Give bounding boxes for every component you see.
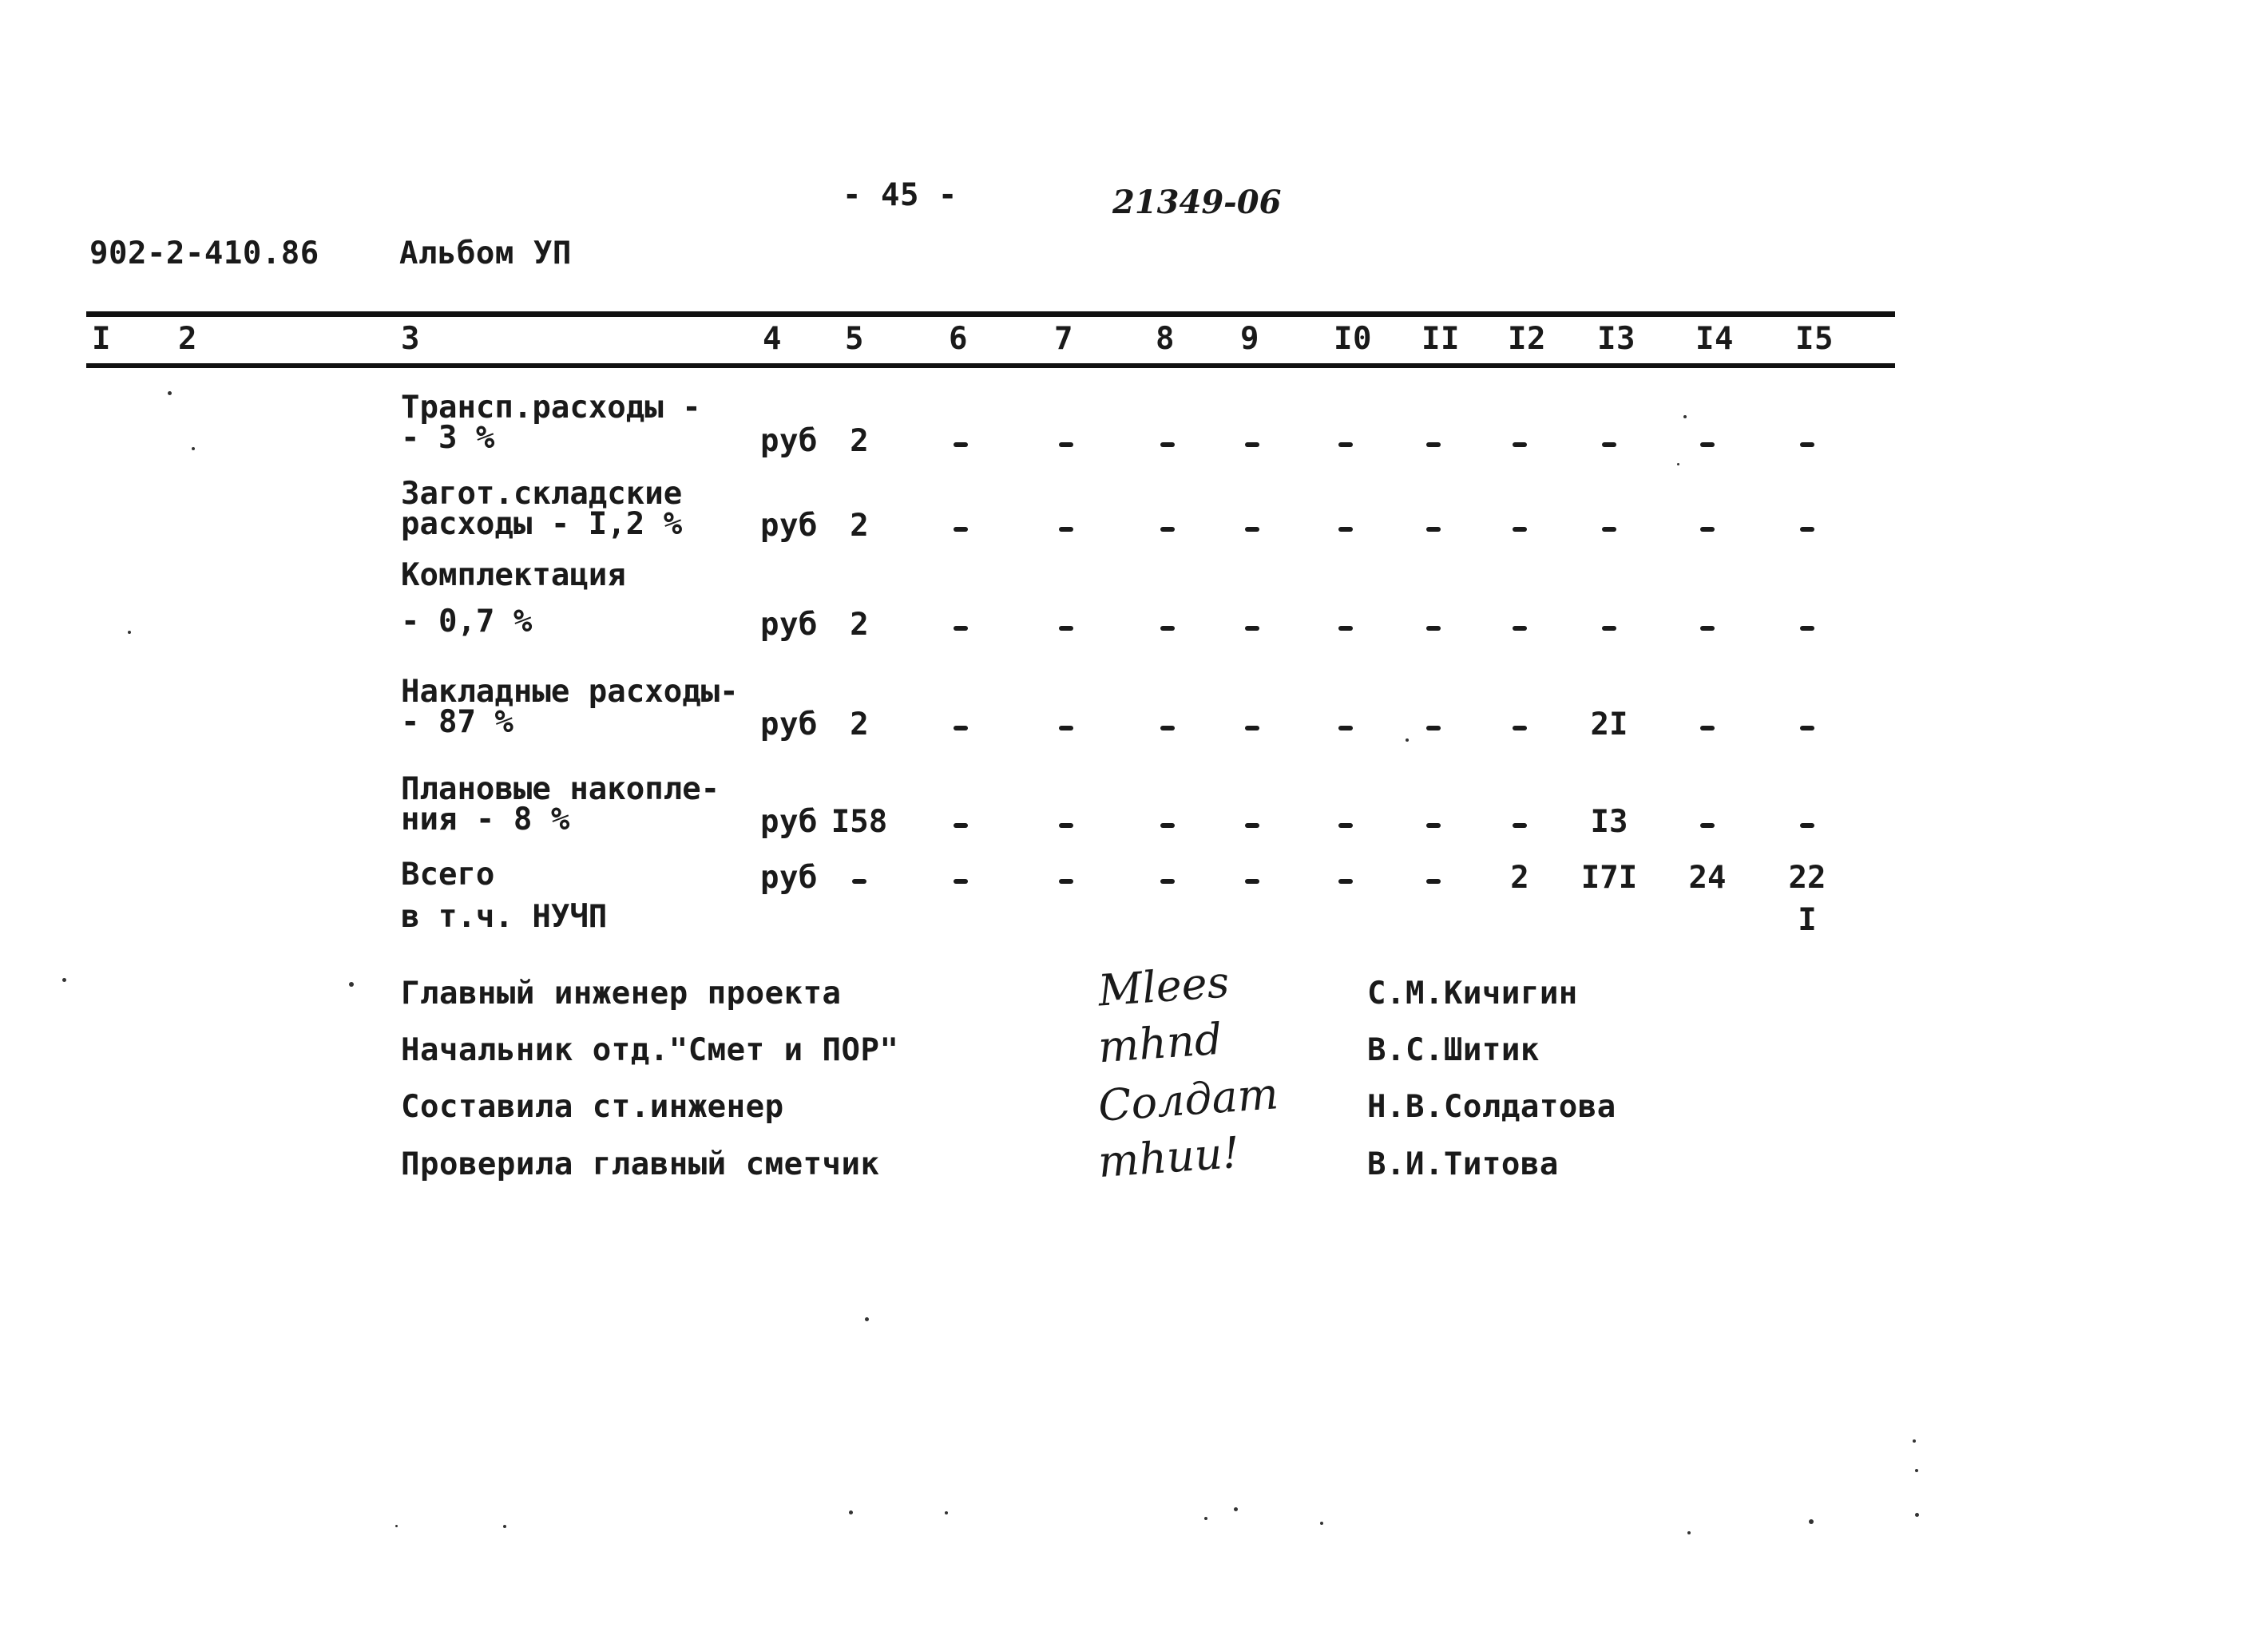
dash-mark: [1513, 823, 1527, 828]
scan-speck: [1809, 1519, 1814, 1524]
table-top-rule: [86, 311, 1895, 317]
dash-mark: [1426, 442, 1441, 447]
scan-speck: [1677, 463, 1679, 465]
unit-cell: руб: [760, 804, 818, 840]
signature-role: Начальник отд."Смет и ПОР": [401, 1032, 899, 1068]
signature-role: Главный инженер проекта: [401, 976, 842, 1012]
scan-speck: [1406, 738, 1409, 742]
row-description: - 3 %: [401, 420, 495, 456]
table-header-bottom-rule: [86, 363, 1895, 368]
dash-mark: [1338, 879, 1353, 884]
dash-mark: [1059, 442, 1073, 447]
dash-mark: [1160, 879, 1175, 884]
scan-speck: [1320, 1522, 1323, 1525]
dash-mark: [1513, 527, 1527, 532]
column-number: I: [92, 321, 111, 357]
value-cell: 2I: [1590, 707, 1628, 742]
unit-cell: руб: [760, 508, 818, 544]
column-number: I5: [1795, 321, 1834, 357]
column-number: 2: [178, 321, 197, 357]
signatory-name: Н.В.Солдатова: [1367, 1089, 1616, 1125]
dash-mark: [1160, 527, 1175, 532]
value-cell: 2: [850, 423, 869, 459]
dash-mark: [1602, 442, 1616, 447]
value-cell: I: [1798, 902, 1817, 938]
column-number: 7: [1054, 321, 1073, 357]
scan-speck: [503, 1525, 506, 1528]
dash-mark: [954, 442, 968, 447]
scan-speck: [1687, 1531, 1691, 1534]
dash-mark: [954, 823, 968, 828]
dash-mark: [1245, 442, 1259, 447]
doc-code-handwritten: 21349-06: [1112, 184, 1282, 221]
dash-mark: [1800, 442, 1814, 447]
dash-mark: [1160, 823, 1175, 828]
column-number: I4: [1695, 321, 1734, 357]
dash-mark: [1426, 626, 1441, 631]
value-cell: 2: [850, 707, 869, 742]
column-number: 6: [949, 321, 968, 357]
scan-speck: [1913, 1439, 1916, 1443]
dash-mark: [1245, 823, 1259, 828]
row-description: в т.ч. НУЧП: [401, 899, 608, 935]
scan-speck: [395, 1525, 398, 1527]
column-number: 9: [1240, 321, 1259, 357]
dash-mark: [1800, 823, 1814, 828]
signatory-name: В.С.Шитик: [1367, 1032, 1540, 1068]
column-number: I0: [1334, 321, 1372, 357]
handwritten-signature: mhnd: [1096, 1013, 1224, 1073]
value-cell: 2: [1510, 860, 1529, 896]
scan-speck: [1204, 1517, 1207, 1520]
dash-mark: [1513, 442, 1527, 447]
dash-mark: [1059, 879, 1073, 884]
signatory-name: С.М.Кичигин: [1367, 976, 1578, 1012]
dash-mark: [1800, 527, 1814, 532]
scan-speck: [1683, 415, 1687, 418]
column-number: 5: [845, 321, 864, 357]
dash-mark: [1245, 879, 1259, 884]
row-description: Накладные расходы-: [401, 674, 739, 710]
dash-mark: [954, 626, 968, 631]
signature-role: Проверила главный сметчик: [401, 1146, 880, 1182]
row-description: - 87 %: [401, 704, 513, 740]
row-description: Всего: [401, 857, 495, 893]
scan-speck: [849, 1510, 853, 1514]
dash-mark: [1426, 879, 1441, 884]
page-number: - 45 -: [843, 177, 958, 213]
row-description: - 0,7 %: [401, 604, 533, 639]
dash-mark: [1426, 726, 1441, 730]
value-cell: 24: [1688, 860, 1727, 896]
scan-speck: [349, 982, 354, 987]
dash-mark: [1800, 626, 1814, 631]
dash-mark: [1426, 527, 1441, 532]
column-number: 3: [401, 321, 420, 357]
dash-mark: [1245, 726, 1259, 730]
unit-cell: руб: [760, 423, 818, 459]
dash-mark: [1700, 626, 1715, 631]
dash-mark: [1059, 726, 1073, 730]
album-title: Альбом УП: [399, 236, 572, 271]
dash-mark: [1160, 626, 1175, 631]
dash-mark: [1602, 626, 1616, 631]
dash-mark: [1245, 626, 1259, 631]
row-description: ния - 8 %: [401, 802, 570, 837]
value-cell: I58: [831, 804, 888, 840]
column-number: I2: [1508, 321, 1546, 357]
column-number: 8: [1156, 321, 1175, 357]
dash-mark: [1059, 626, 1073, 631]
handwritten-signature: Солдат: [1096, 1068, 1280, 1131]
scan-speck: [1234, 1507, 1238, 1511]
value-cell: I3: [1590, 804, 1628, 840]
dash-mark: [1338, 823, 1353, 828]
project-code: 902-2-410.86: [89, 236, 319, 271]
dash-mark: [1700, 442, 1715, 447]
scan-speck: [945, 1511, 948, 1514]
dash-mark: [1245, 527, 1259, 532]
signatory-name: В.И.Титова: [1367, 1146, 1559, 1182]
column-number: 4: [763, 321, 782, 357]
value-cell: 2: [850, 508, 869, 544]
dash-mark: [1700, 823, 1715, 828]
value-cell: I7I: [1580, 860, 1638, 896]
scan-speck: [1915, 1513, 1919, 1517]
column-number: II: [1421, 321, 1460, 357]
scan-speck: [192, 447, 195, 450]
dash-mark: [1059, 823, 1073, 828]
dash-mark: [1426, 823, 1441, 828]
dash-mark: [1602, 527, 1616, 532]
handwritten-signature: mhuu!: [1096, 1126, 1242, 1188]
value-cell: 22: [1788, 860, 1826, 896]
dash-mark: [1513, 626, 1527, 631]
scan-speck: [128, 631, 131, 634]
dash-mark: [852, 879, 866, 884]
dash-mark: [1700, 726, 1715, 730]
row-description: расходы - I,2 %: [401, 506, 683, 542]
dash-mark: [1513, 726, 1527, 730]
scan-speck: [168, 391, 172, 395]
scan-speck: [1915, 1469, 1918, 1472]
dash-mark: [954, 879, 968, 884]
dash-mark: [1800, 726, 1814, 730]
unit-cell: руб: [760, 607, 818, 643]
scan-speck: [865, 1317, 869, 1321]
dash-mark: [1338, 726, 1353, 730]
row-description: Трансп.расходы -: [401, 390, 701, 426]
handwritten-signature: Mlees: [1096, 956, 1231, 1016]
dash-mark: [1338, 626, 1353, 631]
row-description: Загот.складские: [401, 476, 683, 512]
dash-mark: [1160, 442, 1175, 447]
signature-role: Составила ст.инженер: [401, 1089, 784, 1125]
dash-mark: [954, 527, 968, 532]
scan-speck: [62, 978, 66, 982]
dash-mark: [1338, 527, 1353, 532]
column-number: I3: [1597, 321, 1636, 357]
dash-mark: [954, 726, 968, 730]
dash-mark: [1160, 726, 1175, 730]
dash-mark: [1338, 442, 1353, 447]
value-cell: 2: [850, 607, 869, 643]
row-description: Комплектация: [401, 557, 626, 593]
unit-cell: руб: [760, 860, 818, 896]
dash-mark: [1059, 527, 1073, 532]
dash-mark: [1700, 527, 1715, 532]
row-description: Плановые накопле-: [401, 771, 720, 807]
unit-cell: руб: [760, 707, 818, 742]
